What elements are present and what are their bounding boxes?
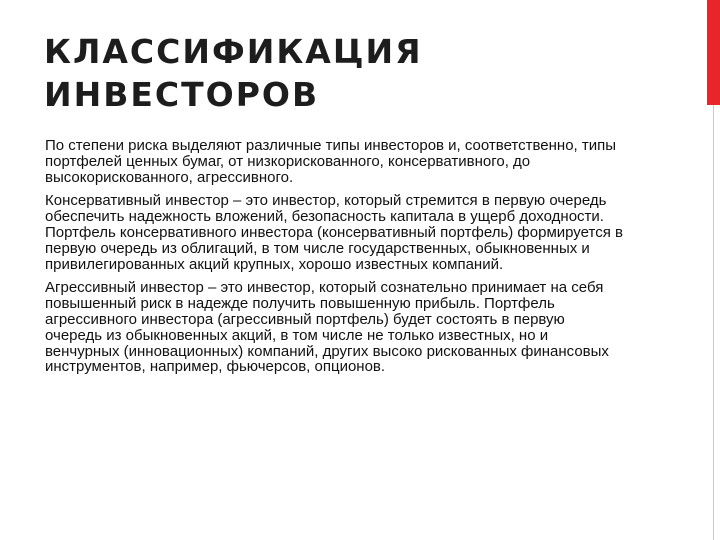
slide-title	[44, 30, 684, 116]
slide-body	[45, 138, 625, 383]
slide-title-line-2: ИНВЕСТОРОВ	[44, 75, 320, 114]
paragraph-aggressive-investor: Агрессивный инвестор – это инвестор, который сознательно принимает на себя повышенный риск в надежде получить повышенную прибыль. Портфель агрессивного инвестора (агрессивный портфель) будет состоять в первую очередь из обыкновенных акций, в том числе не только известных, но и венчурных (инновационных) компаний, других высоко рискованных финансовых инструментов, например, фьючерсов, опционов.	[45, 279, 609, 376]
paragraph-risk-types: По степени риска выделяют различные типы инвесторов и, соответственно, типы портфелей ценных бумаг, от низкорискованного, консервативного, до высокорискованного, агрессивного.	[45, 137, 617, 186]
slide-title-line-1: КЛАССИФИКАЦИЯ	[44, 32, 423, 71]
right-divider	[713, 105, 714, 540]
paragraph-conservative-investor: Консервативный инвестор – это инвестор, который стремится в первую очередь обеспечить надежность вложений, безопасность капитала в ущерб доходности. Портфель консервативного инвестора (консервативный портфель) формируется в первую очередь из облигаций, в том числе государственных, обыкновенных и привилегированных акций крупных, хорошо известных компаний.	[45, 192, 623, 273]
accent-bar	[707, 0, 720, 105]
